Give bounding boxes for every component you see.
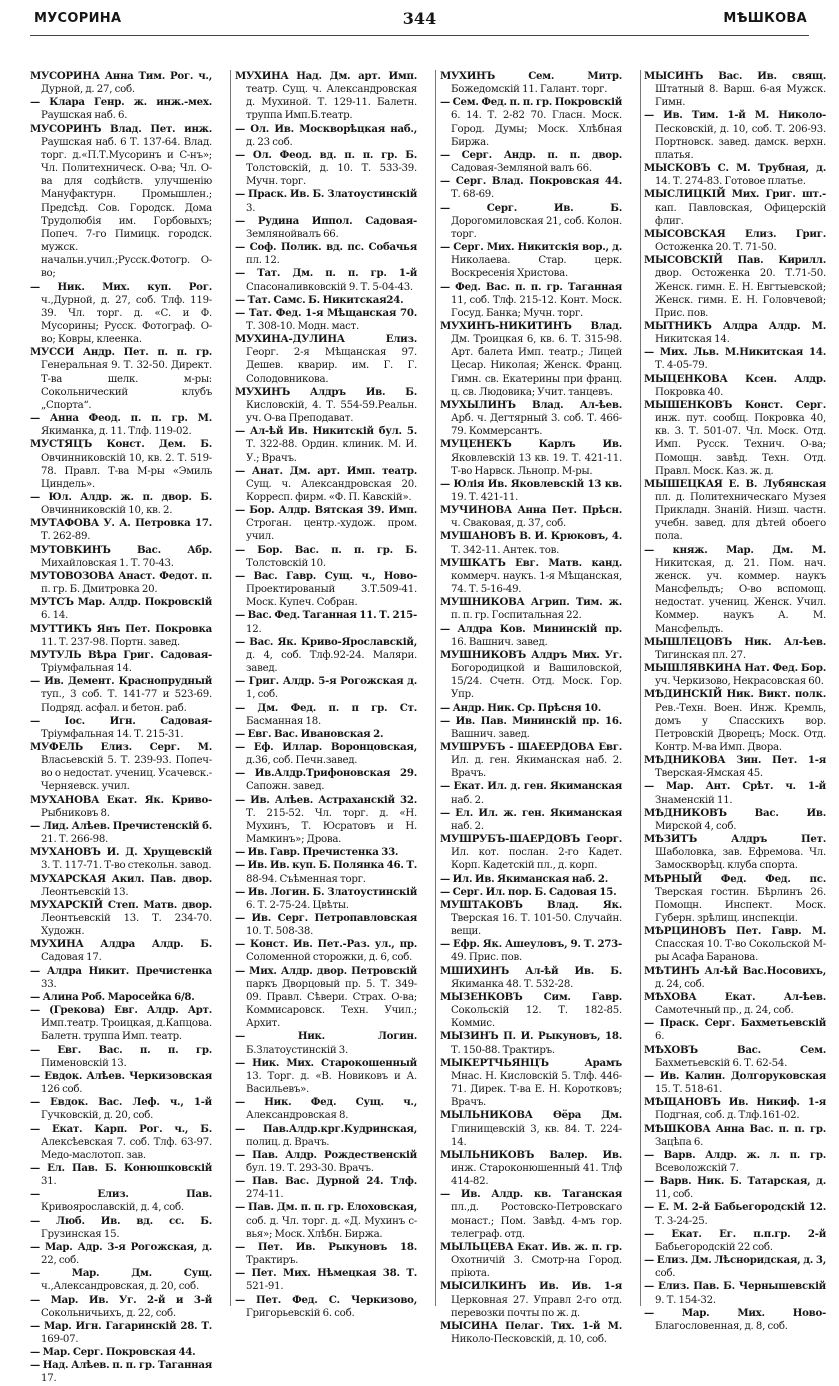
directory-entry: — Юл. Алдр. ж. п. двор. Б. Овчинниковскій 10, кв. 2. — [30, 491, 212, 517]
directory-entry: — княж. Мар. Дм. М. Никитская, д. 21. Пом. нач. женск. уч. коммер. наукъ Мансфельдъ; О-во вспомощ. недостат. учениц. Женск. Учил. Коммер. наукъ А. М. Мансфельдъ. — [644, 543, 826, 635]
directory-entry: — Ник. Мих. Старокошенный 13. Торг. д. «В. Новиковъ и А. Васильевъ». — [235, 1056, 417, 1096]
directory-entry: МУСОРИНЪ Влад. Пет. инж. Раушская наб. 6 Т. 137-64. Влад. торг. д.«П.Т.Мусоринъ и С-нъ»; Чл. Политехническ. О-ва; Чл. О-ва для содѣйств. улучшенію Мануфактурн. Промышлен.; Предсѣд. Сов. Городск. Дома Трудолюбія им. Горбовыхъ; Попеч. 7-го Пимицк. городск. мужск. начальн.учил.;Русск.Фотогр. О-во; — [30, 122, 212, 280]
directory-entry: — Ник. Логин. Б.Златоустинскій 3. — [235, 1030, 417, 1056]
directory-entry: — Анна Феод. п. п. гр. М. Якиманка, д. 11. Тлф. 119-02. — [30, 412, 212, 438]
directory-entry: — Мих. Льв. М.Никитская 14. Т. 4-05-79. — [644, 346, 826, 372]
directory-entry: — Евдок. Вас. Леф. ч., 1-й Гучковскій, д. 20, соб. — [30, 1096, 212, 1122]
directory-entry: — Пав.Алдр.крг.Кудринская, полиц. д. Врачъ. — [235, 1122, 417, 1148]
directory-entry: — Соф. Полик. вд. пс. Собачья пл. 12. — [235, 241, 417, 267]
directory-entry: — Алдра Ков. Мининскій пр. 16. Вашнич. завед. — [440, 622, 622, 648]
directory-entry: МШИХИНЪ Ал-ѣй Ив. Б. Якиманка 48. Т. 532-28. — [440, 964, 622, 990]
directory-entry: — Ол. Ив. Москворѣцкая наб., д. 23 соб. — [235, 122, 417, 148]
directory-entry: — Елиз. Пав. Б. Чернышевскій 9. Т. 154-32. — [644, 1280, 826, 1306]
directory-entry: МУТОВОЗОВА Анаст. Федот. п. п. гр. Б. Дмитровка 20. — [30, 569, 212, 596]
directory-entry: — Евдок. Алѣев. Черкизовская 126 соб. — [30, 1069, 212, 1096]
directory-entry: МѢХОВА Екат. Ал-ѣев. Самотечный пр., д. 24, соб. — [644, 990, 826, 1017]
directory-entry: МУСОРИНА Анна Тим. Рог. ч., Дурной, д. 27, соб. — [30, 70, 212, 96]
directory-entry: МУХАНОВЪ И. Д. Хрущевскій 3. Т. 117-71. Т-во стекольн. завод. — [30, 846, 212, 872]
directory-entry: — Дм. Фед. п. п гр. Ст. Басманная 18. — [235, 701, 417, 727]
directory-entry: — Пав. Алдр. Рождественскій бул. 19. Т. 293-30. Врачъ. — [235, 1148, 417, 1174]
directory-entry: МУШРУБЪ-ШАЕРДОВЪ Георг. Ил. кот. послан. 2-го Кадет. Корп. Кадетскій пл., д. корп. — [440, 833, 622, 872]
directory-entry: МЫСИЛКИНЪ Ив. Ив. 1-я Церковная 27. Управл 2-го отд. перевозки почты по ж. д. — [440, 1280, 622, 1319]
directory-entry: — Фед. Вас. п. п. гр. Таганная 11, соб. Тлф. 215-12. Конт. Моск. Госуд. Банка; Мучн. торг. — [440, 280, 622, 319]
directory-entry: — Серг. Андр. п. п. двор. Садовая-Земляной валъ 66. — [440, 148, 622, 175]
directory-entry: — Екат. Ил. д. ген. Якиманская наб. 2. — [440, 780, 622, 806]
directory-entry: — Мар. Игн. Гагаринскій 28. Т. 169-07. — [30, 1319, 212, 1345]
directory-entry: МУШАНОВЪ В. И. Крюковъ, 4. Т. 342-11. Антек. тов. — [440, 530, 622, 556]
directory-entry: МЫЦЕНКОВА Ксен. Алдр. Покровка 40. — [644, 372, 826, 398]
directory-entry: — Клара Генр. ж. инж.-мех. Раушская наб. 6. — [30, 96, 212, 122]
directory-entry: МУШНИКОВЪ Алдръ Мих. Уг. Богородицкой и Вашиловской, 15/24. Счетн. Отд. Моск. Гор. Упр. — [440, 648, 622, 701]
directory-entry: — Рудина Иппол. Садовая-Землянойвалъ 66. — [235, 214, 417, 240]
directory-entry: — Ил. Ив. Якиманская наб. 2. — [440, 872, 609, 885]
directory-entry: — Еф. Иллар. Воронцовская, д.36, соб. Печн.завед. — [235, 740, 417, 767]
directory-entry: МУСТЯЦЪ Конст. Дем. Б. Овчинниковскій 10, кв. 2. Т. 519-78. Правл. Т-ва М-ры «Эмиль Циндель». — [30, 438, 212, 490]
directory-entry: МУШРУБЪ - ШАЕЕРДОВА Евг. Ил. д. ген. Якиманская наб. 2. Врачъ. — [440, 740, 622, 780]
directory-entry: — Алина Роб. Маросейка 6/8. — [30, 990, 195, 1003]
directory-entry: МѢРЦИНОВЪ Пет. Гавр. М. Спасская 10. Т-во Сокольской М-ры Асафа Баранова. — [644, 925, 826, 964]
directory-entry: — Пет. Мих. Нѣмецкая 38. Т. 521-91. — [235, 1267, 417, 1293]
directory-columns — [30, 70, 830, 1385]
directory-entry: МѢЗИТЪ Алдръ Пет. Шаболовка, зав. Ефремова. Чл. Замоскворѣц. клуба спорта. — [644, 833, 826, 872]
directory-entry: — Ал-ѣй Ив. Никитскій бул. 5. Т. 322-88. Ордин. клиник. М. И. У.; Врачъ. — [235, 425, 417, 464]
directory-entry: МЫЛЬНИКОВЪ Валер. Ив. инж. Староконюшенный 41. Тлф 414-82. — [440, 1148, 622, 1188]
directory-entry: МУХИНА Над. Дм. арт. Имп. театр. Сущ. ч. Александровская д. Мухиной. Т. 129-11. Балетн. труппа Имп.Б.театр. — [235, 70, 417, 122]
directory-entry: — Екат. Ег. п.п.гр. 2-й Бабьегородскій 22 соб. — [644, 1227, 826, 1253]
directory-entry: — Ник. Фед. Сущ. ч., Александровская 8. — [235, 1096, 417, 1122]
page-header — [30, 9, 809, 33]
directory-entry: — Мар. Мих. Ново-Благословенная, д. 8, соб. — [644, 1306, 826, 1332]
directory-entry: МЫСОВСКІЙ Пав. Кирилл. двор. Остоженка 20. Т.71-50. Женск. гимн. Е. Н. Евгтыевской; Женск. гимн. Е. Н. Головчевой; Прис. пов. — [644, 254, 826, 319]
directory-entry: МЫШЛЯВКИНА Нат. Фед. Бор. уч. Черкизово, Некрасовская 60. — [644, 662, 826, 688]
directory-entry: — Серг. Влад. Покровская 44. Т. 68-69. — [440, 175, 622, 201]
directory-entry: — Бор. Вас. п. п. гр. Б. Толстовскій 10. — [235, 543, 417, 569]
directory-entry: — Пав. Вас. Дурной 24. Тлф. 274-11. — [235, 1175, 417, 1201]
directory-entry: — Тат. Самс. Б. Никитская24. — [235, 293, 404, 306]
directory-entry: МУЦЕНЕКЪ Карлъ Ив. Яковлевскій 13 кв. 19. Т. 421-11. Т-во Нарвск. Льнопр. М-ры. — [440, 438, 622, 477]
directory-entry: — Ив. Серг. Петропавловская 10. Т. 508-38. — [235, 912, 417, 938]
directory-entry: — Вас. Як. Криво-Ярославскій, д. 4, соб. Тлф.92-24. Маляри. завед. — [235, 635, 417, 675]
directory-entry: — Ол. Феод. вд. п. п. гр. Б. Толстовскій, д. 10. Т. 533-39. Мучн. торг. — [235, 148, 417, 188]
directory-entry: — Ив. Тим. 1-й М. Николо-Песковскій, д. 10, соб. Т. 206-93. Портновск. завед. дамск. верхн. платья. — [644, 109, 826, 161]
directory-entry: — Варв. Алдр. ж. л. п. гр. Всеволожскій 7. — [644, 1148, 826, 1174]
directory-entry: — Серг. Ил. пор. Б. Садовая 15. — [440, 885, 617, 898]
directory-entry: МУХАНОВА Екат. Як. Криво-Рыбниковъ 8. — [30, 793, 212, 819]
directory-entry: — Сем. Фед. п. п. гр. Покровскій 6. 14. Т. 2-82 70. Гласн. Моск. Город. Думы; Моск. Хлѣбная Биржа. — [440, 96, 623, 148]
directory-entry: — Мар. Дм. Сущ. ч.,Александровская, д. 20, соб. — [30, 1267, 212, 1293]
directory-entry: МЫСИНЪ Вас. Ив. свящ. Штатный 8. Варш. 6-ая Мужск. Гимн. — [644, 70, 826, 109]
directory-entry: — Мар. Ант. Срѣт. ч. 1-й Знаменскій 11. — [644, 780, 826, 806]
directory-entry: — Люб. Ив. вд. сс. Б. Грузинская 15. — [30, 1214, 212, 1240]
directory-entry: — Конст. Ив. Пет.-Раз. ул., пр. Соломенной сторожки, д. 6, соб. — [235, 938, 417, 964]
directory-entry: — Ел. Пав. Б. Конюшковскій 31. — [30, 1161, 212, 1188]
directory-entry: — Екат. Карп. Рог. ч., Б. Алексѣевская 7. соб. Тлф. 63-97. Медо-маслотоп. зав. — [30, 1122, 212, 1161]
directory-entry: МЫЗИНЪ П. И. Рыкуновъ, 18. Т. 150-88. Трактиръ. — [440, 1030, 622, 1056]
directory-entry: — Ив.Алдр.Трифоновская 29. Сапожн. завед. — [235, 767, 417, 793]
directory-entry: МЫШЕНКОВЪ Конст. Серг. инж. пут. сообщ. Покровка 40, кв. 3. Т. 501-07. Чл. Моск. Отд. Имп. Русск. Технич. О-ва; Помощн. завѣд. Техн. Отд. Правл. Моск. Каз. ж. д. — [644, 398, 826, 477]
directory-column-1 — [30, 70, 212, 1385]
directory-entry: — Андр. Ник. Ср. Прѣсня 10. — [440, 701, 602, 714]
directory-entry: — Е. М. 2-й Бабьегородскій 12. Т. 3-24-25. — [644, 1201, 826, 1227]
directory-entry: — Варв. Ник. Б. Татарская, д. 11, соб. — [644, 1175, 826, 1201]
directory-entry: МЫСЛИЦКІЙ Мих. Григ. шт.-кап. Павловская, Офицерскій флиг. — [644, 188, 826, 227]
directory-entry: — Ив. Калин. Долгоруковская 15. Т. 518-61. — [644, 1069, 826, 1096]
directory-entry: МЫШЛЕЦОВЪ Ник. Ал-ѣев. Тигинская пл. 27. — [644, 635, 826, 661]
directory-entry: МУШТАКОВЪ Влад. Як. Тверская 16. Т. 101-50. Случайн. вещи. — [440, 898, 622, 938]
directory-entry: МУТСЪ Мар. Алдр. Покровскій 6. 14. — [30, 596, 212, 622]
directory-entry: МЫСОВСКАЯ Елиз. Григ. Остоженка 20. Т. 71-50. — [644, 227, 826, 254]
directory-entry: — Пав. Дм. п. п. гр. Елоховская, соб. д. Чл. торг. д. «Д. Мухинъ с-вья»; Моск. Хлѣбн. Биржа. — [235, 1201, 417, 1240]
directory-entry: — Ив. Гавр. Пречистенка 33. — [235, 846, 399, 859]
directory-entry: МУШКАТЪ Евг. Матв. канд. коммерч. наукъ. 1-я Мѣщанская, 74. Т. 5-16-49. — [440, 556, 622, 596]
directory-entry: — Лид. Алѣев. Пречистенскій б. 21. Т. 266-98. — [30, 819, 212, 846]
directory-entry: МУХИНА Алдра Алдр. Б. Садовая 17. — [30, 938, 212, 964]
directory-entry: — Мар. Серг. Покровская 44. — [30, 1346, 196, 1359]
directory-entry: — Ив. Алѣев. Астраханскій 32. Т. 215-52. Чл. торг. д. «Н. Мухинъ, Т. Юсратовъ и Н. Мамкинъ»; Дрова. — [235, 793, 417, 846]
page-number: 344 — [402, 9, 437, 28]
directory-entry: — Ив. Логин. Б. Златоустинскій 6. Т. 2-75-24. Цвѣты. — [235, 885, 417, 911]
directory-entry: — Ефр. Як. Ашеуловъ, 9. Т. 273-49. Прис. пов. — [440, 938, 622, 964]
directory-entry: — Серг. Ив. Б. Дорогомиловская 21, соб. Колон. торг. — [440, 201, 622, 240]
directory-entry: — Праск. Ив. Б. Златоустинскій 3. — [235, 188, 417, 214]
directory-entry: — (Грекова) Евг. Алдр. Арт. Имп.театр. Троицкая, д.Капцова. Балетн. труппа Имп. театр. — [30, 1004, 212, 1043]
directory-entry: МЫТНИКЪ Алдра Алдр. М. Никитская 14. — [644, 319, 826, 346]
directory-entry: — Елиз. Дм. Лѣсноридская, д. 3, соб. — [644, 1254, 826, 1280]
directory-entry: — Ив. Демент. Краснопрудный туп., 3 соб. Т. 141-77 и 523-69. Подряд. асфал. и бетон. раб. — [30, 675, 212, 714]
directory-entry: — Серг. Мих. Никитскія вор., д. Николаева. Стар. церк. Воскресенія Христова. — [440, 241, 622, 280]
directory-entry: МУТОВКИНЪ Вас. Абр. Михайловская 1. Т. 70-43. — [30, 543, 212, 569]
directory-entry: МѢДНИКОВА Зин. Пет. 1-я Тверская-Ямская 45. — [644, 754, 826, 780]
directory-entry: — Юлія Ив. Яковлевскій 13 кв. 19. Т. 421-11. — [440, 477, 622, 503]
running-head-right: МѢШКОВА — [723, 11, 807, 26]
directory-entry: МЫЛЬНИКОВА Ѳёра Дм. Глинищевскій 3, кв. 84. Т. 224-14. — [440, 1109, 622, 1148]
directory-entry: МУХАРСКАЯ Акил. Пав. двор. Леонтьевскій 13. — [30, 872, 212, 898]
directory-entry: — Мар. Адр. 3-я Рогожская, д. 22, соб. — [30, 1240, 212, 1267]
directory-entry: МУССИ Андр. Пет. п. п. гр. Генеральная 9. Т. 32-50. Директ. Т-ва шелк. м-ры: Сокольнический клубъ „Спорта“. — [30, 346, 212, 411]
directory-column-4 — [644, 70, 826, 1332]
directory-entry: — Елиз. Пав. Кривоярославскій, д. 4, соб. — [30, 1188, 212, 1214]
directory-entry: МѢРНЫЙ Фед. Фед. пс. Тверская гостин. Бѣрлинъ 26. Помощн. Инспект. Моск. Губерн. зрѣлищ. инспекціи. — [644, 872, 826, 924]
directory-column-3 — [440, 70, 623, 1345]
directory-entry: — Алдра Никит. Пречистенка 33. — [30, 964, 212, 990]
directory-entry: МУХИНЪ Сем. Митр. Божедомскій 11. Галант. торг. — [440, 70, 622, 96]
directory-entry: МУХАРСКІЙ Степ. Матв. двор. Леонтьевскій 13. Т. 234-70. Художн. — [30, 898, 212, 938]
directory-entry: МУТАФОВА У. А. Петровка 17. Т. 262-89. — [30, 517, 212, 543]
directory-entry: МУХИНА-ДУЛИНА Елиз. Георг. 2-я Мѣщанская 97. Дешев. кварир. им. Г. Г. Солодовникова. — [235, 333, 417, 385]
header-rule — [30, 35, 809, 36]
directory-entry: — Ник. Мих. куп. Рог. ч.,Дурной, д. 27, соб. Тлф. 119-39. Чл. торг. д. «С. и Ф. Мусорины; Русск. Фотограф. О-во; Ковры, клеенка. — [30, 280, 212, 346]
directory-entry: — Ив. Ив. куп. Б. Полянка 46. Т. 88-94. Съѣменная торг. — [235, 859, 417, 885]
directory-entry: — Пет. Ив. Рыкуновъ 18. Трактиръ. — [235, 1240, 417, 1267]
directory-entry: МЫШЕЦКАЯ Е. В. Лубянская пл. д. Политехническаго Музея Прикладн. Знаній. Низш. частн. учебн. завед. для дѣтей обоего пола. — [644, 477, 826, 543]
directory-entry: — Евг. Вас. п. п. гр. Пименовскій 13. — [30, 1043, 212, 1069]
directory-entry: — Вас. Фед. Таганная 11. Т. 215-12. — [235, 609, 417, 635]
directory-entry: МЫЗЕНКОВЪ Сим. Гавр. Сокольскій 12. Т. 182-85. Коммис. — [440, 990, 622, 1030]
directory-entry: МУЧИНОВА Анна Пет. Прѣсн. ч. Сваковая, д. 37, соб. — [440, 504, 622, 530]
directory-entry: — Іос. Игн. Садовая-Тріумфальная 14. Т. 215-31. — [30, 714, 212, 740]
directory-entry: МУШНИКОВА Агрип. Тим. ж. п. п. гр. Госпитальная 22. — [440, 596, 622, 622]
directory-entry: — Тат. Дм. п. п. гр. 1-й Спасоналивковскій 9. Т. 5-04-43. — [235, 267, 417, 293]
directory-entry: МУТУЛЬ Вѣра Григ. Садовая-Тріумфальная 14. — [30, 648, 212, 675]
directory-entry: — Ив. Пав. Мининскій пр. 16. Вашнич. завед. — [440, 714, 622, 740]
directory-entry: — Вас. Гавр. Сущ. ч., Ново-Проектированый 3.Т.509-41. Моск. Купеч. Собран. — [235, 569, 417, 609]
directory-entry: — Ив. Алдр. кв. Таганская пл.,д. Ростовско-Петровскаго монаст.; Пом. Завѣд. 4-мъ гор. телеграф. отд. — [440, 1188, 622, 1240]
directory-column-2 — [235, 70, 417, 1319]
directory-entry: — Пет. Фед. С. Черкизово, Григорьевскій 6. соб. — [235, 1293, 417, 1319]
directory-entry: МѢХОВЪ Вас. Сем. Бахметьевскій 6. Т. 62-54. — [644, 1043, 826, 1069]
directory-entry: МѢДНИКОВЪ Вас. Ив. Мирской 4, соб. — [644, 806, 826, 832]
directory-entry: МЫКЕРТЧЬЯНЦЪ Арамъ Мнас. Н. Кисловскій 5. Тлф. 446-71. Дирек. Т-ва Е. Н. Коротковъ; Врачъ. — [440, 1056, 622, 1109]
directory-entry: — Анат. Дм. арт. Имп. театр. Сущ. ч. Александровская 20. Корресп. фирм. «Ф. П. Кавскій». — [235, 464, 417, 503]
directory-entry: — Бор. Алдр. Вятская 39. Имп. Строган. центр.-худож. пром. учил. — [235, 504, 417, 543]
directory-entry: МѢЩАНОВЪ Ив. Никиф. 1-я Подгная, соб. д. Тлф.161-02. — [644, 1096, 826, 1122]
directory-entry: — Григ. Алдр. 5-я Рогожская д. 1, соб. — [235, 675, 417, 701]
directory-entry: МУХИНЪ Алдръ Ив. Б. Кисловскій, 4. Т. 554-59.Реальн. уч. О-ва Преподават. — [235, 385, 417, 425]
directory-entry: — Над. Алѣев. п. п. гр. Таганная 17. — [30, 1359, 212, 1385]
directory-entry: — Мар. Ив. Уг. 2-й и 3-й Сокольничьихъ, д. 22, соб. — [30, 1293, 212, 1319]
directory-entry: МУФЕЛЬ Елиз. Серг. М. Власьевскій 5. Т. 239-93. Попеч-во о недостат. учениц. Усачевск.-Черняевск. учил. — [30, 740, 212, 793]
directory-entry: МѢТИНЪ Ал-ѣй Вас.Носовихъ, д. 24, соб. — [644, 964, 826, 990]
directory-entry: МѢДИНСКІЙ Ник. Викт. полк. Рев.-Техн. Воен. Инж. Кремль, домъ у Спасскихъ вор. Петровскій Дворецъ; Моск. Отд. Контр. М-ва Имп. Двора. — [644, 688, 826, 753]
directory-entry: МУХИНЪ-НИКИТИНЪ Влад. Дм. Троицкая 6, кв. 6. Т. 315-98. Арт. балета Имп. театр.; Лицей Цесар. Николая; Женск. Франц. Гимн. св. Екатерины при франц. ц. св. Людовика; Учит. танцевъ. — [440, 319, 622, 398]
directory-entry: — Тат. Фед. 1-я Мѣщанская 70. Т. 308-10. Модн. маст. — [235, 306, 417, 332]
directory-entry: — Евг. Вас. Ивановская 2. — [235, 727, 384, 740]
directory-entry: МЫСИНА Пелаг. Тих. 1-й М. Николо-Песковскій, д. 10, соб. — [440, 1319, 622, 1345]
running-head-left: МУСОРИНА — [34, 11, 122, 26]
directory-entry: МУТТИКЪ Янъ Пет. Покровка 11. Т. 237-98. Портн. завед. — [30, 622, 212, 648]
directory-entry: МУХЫЛИНЪ Влад. Ал-ѣев. Арб. ч. Дегтярный 3. соб. Т. 466-79. Коммерсантъ. — [440, 398, 622, 438]
directory-entry: МЫСКОВЪ С. М. Трубная, д. 14. Т. 274-83. Готовое платье. — [644, 162, 826, 188]
directory-entry: МЫЛЬЦЕВА Екат. Ив. ж. п. гр. Охотничій 3. Смотр-на Город. пріюта. — [440, 1240, 622, 1280]
directory-entry: — Праск. Серг. Бахметьевскій 6. — [644, 1017, 826, 1043]
directory-entry: МѢШКОВА Анна Вас. п. п. гр. Зацѣпа 6. — [644, 1122, 826, 1148]
directory-entry: — Мих. Алдр. двор. Петровскій паркъ Дворцовый пр. 5. Т. 349-09. Правл. Сѣвери. Страх. О-ва; Коммисаровск. Техн. Учил.; Архит. — [235, 964, 417, 1030]
directory-entry: — Ел. Ил. ж. ген. Якиманская наб. 2. — [440, 806, 622, 832]
